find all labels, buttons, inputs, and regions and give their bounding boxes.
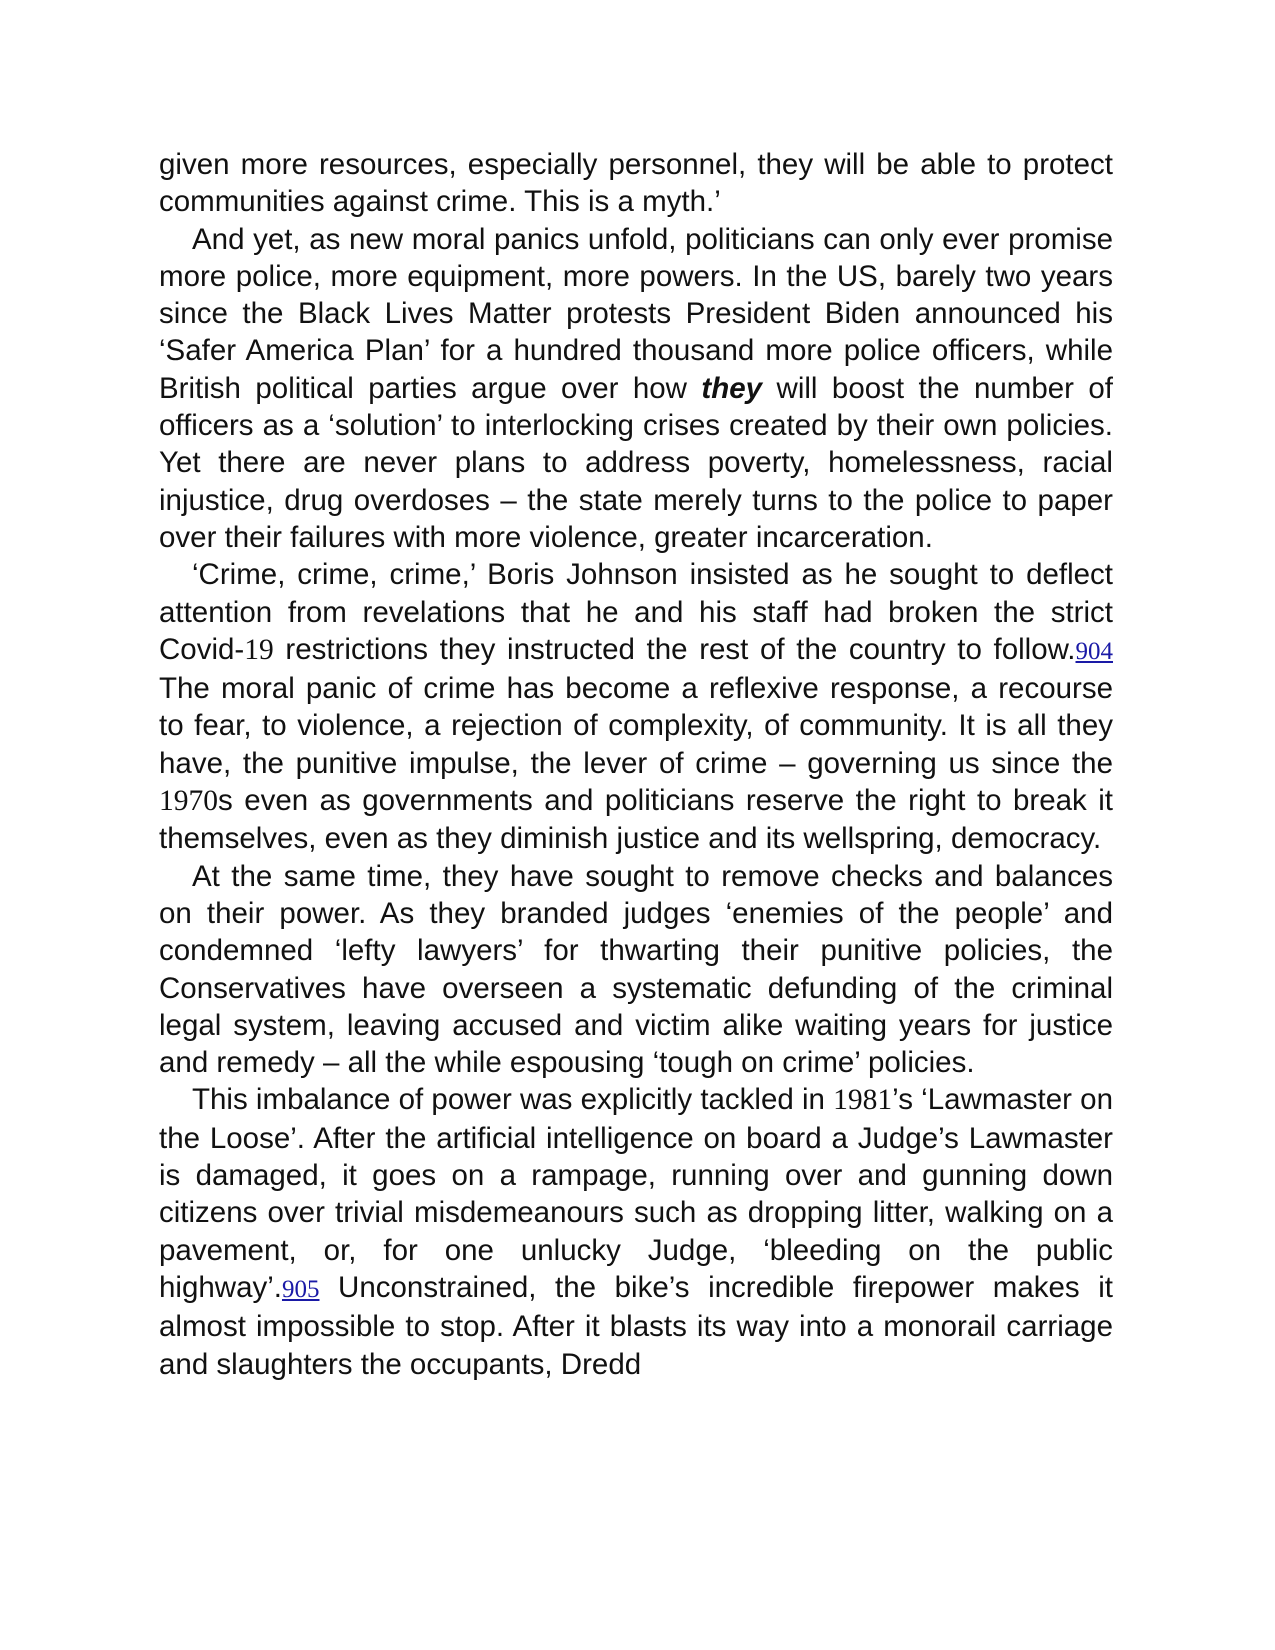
- covid-number: 19: [244, 633, 274, 666]
- paragraph-2-text-start: And yet, as new moral panics unfold, politicians can only ever promise more police, more equipment, more powers. In the US, barely two years since the Black Lives Matter protests President Biden announced his ‘Safer America Plan’ for a hundred thousand more police officers, while British political parties argue over how: [159, 222, 1113, 405]
- paragraph-3-text-b: restrictions they instructed the rest of the country to follow.: [273, 632, 1076, 666]
- paragraph-3-text-d: s even as governments and politicians reserve the right to break it themselves, even as they diminish justice and its wellspring, democracy.: [159, 784, 1113, 856]
- paragraph-5-text-b: ’s ‘Lawmaster on the Loose’. After the artificial intelligence on board a Judge’s Lawmaster is damaged, it goes on a rampage, running over and gunning down citizens over trivial misdemeanours such as dropping litter, walking on a pavement, or, for one unlucky Judge, ‘bleeding on the public highway’.: [159, 1083, 1113, 1304]
- paragraph-3-text-a: ‘Crime, crime, crime,’ Boris Johnson insisted as he sought to deflect attention from revelations that he and his staff had broken the strict Covid-: [159, 558, 1113, 666]
- footnote-link-904[interactable]: 904: [1075, 637, 1113, 665]
- footnote-link-905[interactable]: 905: [281, 1275, 320, 1303]
- paragraph-4: [159, 858, 1113, 1082]
- emphasis-they: they: [701, 371, 763, 405]
- paragraph-5-text-a: This imbalance of power was explicitly tackled in: [192, 1083, 834, 1117]
- body-text: [159, 146, 1113, 1383]
- paragraph-2-text-end: will boost the number of officers as a ‘solution’ to interlocking crises created by their own policies. Yet there are never plans to address poverty, homelessness, racial injustice, drug overdoses – the state merely turns to the police to paper over their failures with more violence, greater incarceration.: [159, 371, 1114, 554]
- paragraph-2: [159, 221, 1113, 557]
- paragraph-1: [159, 146, 1113, 221]
- year-number: 1981: [833, 1084, 893, 1117]
- decade-number: 1970: [159, 785, 218, 818]
- paragraph-5-text-c: Unconstrained, the bike’s incredible firepower makes it almost impossible to stop. After it blasts its way into a monorail carriage and slaughters the occupants, Dredd: [159, 1270, 1113, 1381]
- paragraph-3: [159, 556, 1113, 857]
- paragraph-1-text: given more resources, especially personnel, they will be able to protect communities against crime. This is a myth.’: [159, 148, 1113, 219]
- paragraph-3-text-c: The moral panic of crime has become a reflexive response, a recourse to fear, to violence, a rejection of complexity, of community. It is all they have, the punitive impulse, the lever of crime – governing us since the: [159, 672, 1113, 780]
- paragraph-5: [159, 1081, 1113, 1382]
- paragraph-4-text: At the same time, they have sought to remove checks and balances on their power. As they branded judges ‘enemies of the people’ and condemned ‘lefty lawyers’ for thwarting their punitive policies, the Conservatives have overseen a systematic defunding of the criminal legal system, leaving accused and victim alike waiting years for justice and remedy – all the while espousing ‘tough on crime’ policies.: [159, 859, 1113, 1080]
